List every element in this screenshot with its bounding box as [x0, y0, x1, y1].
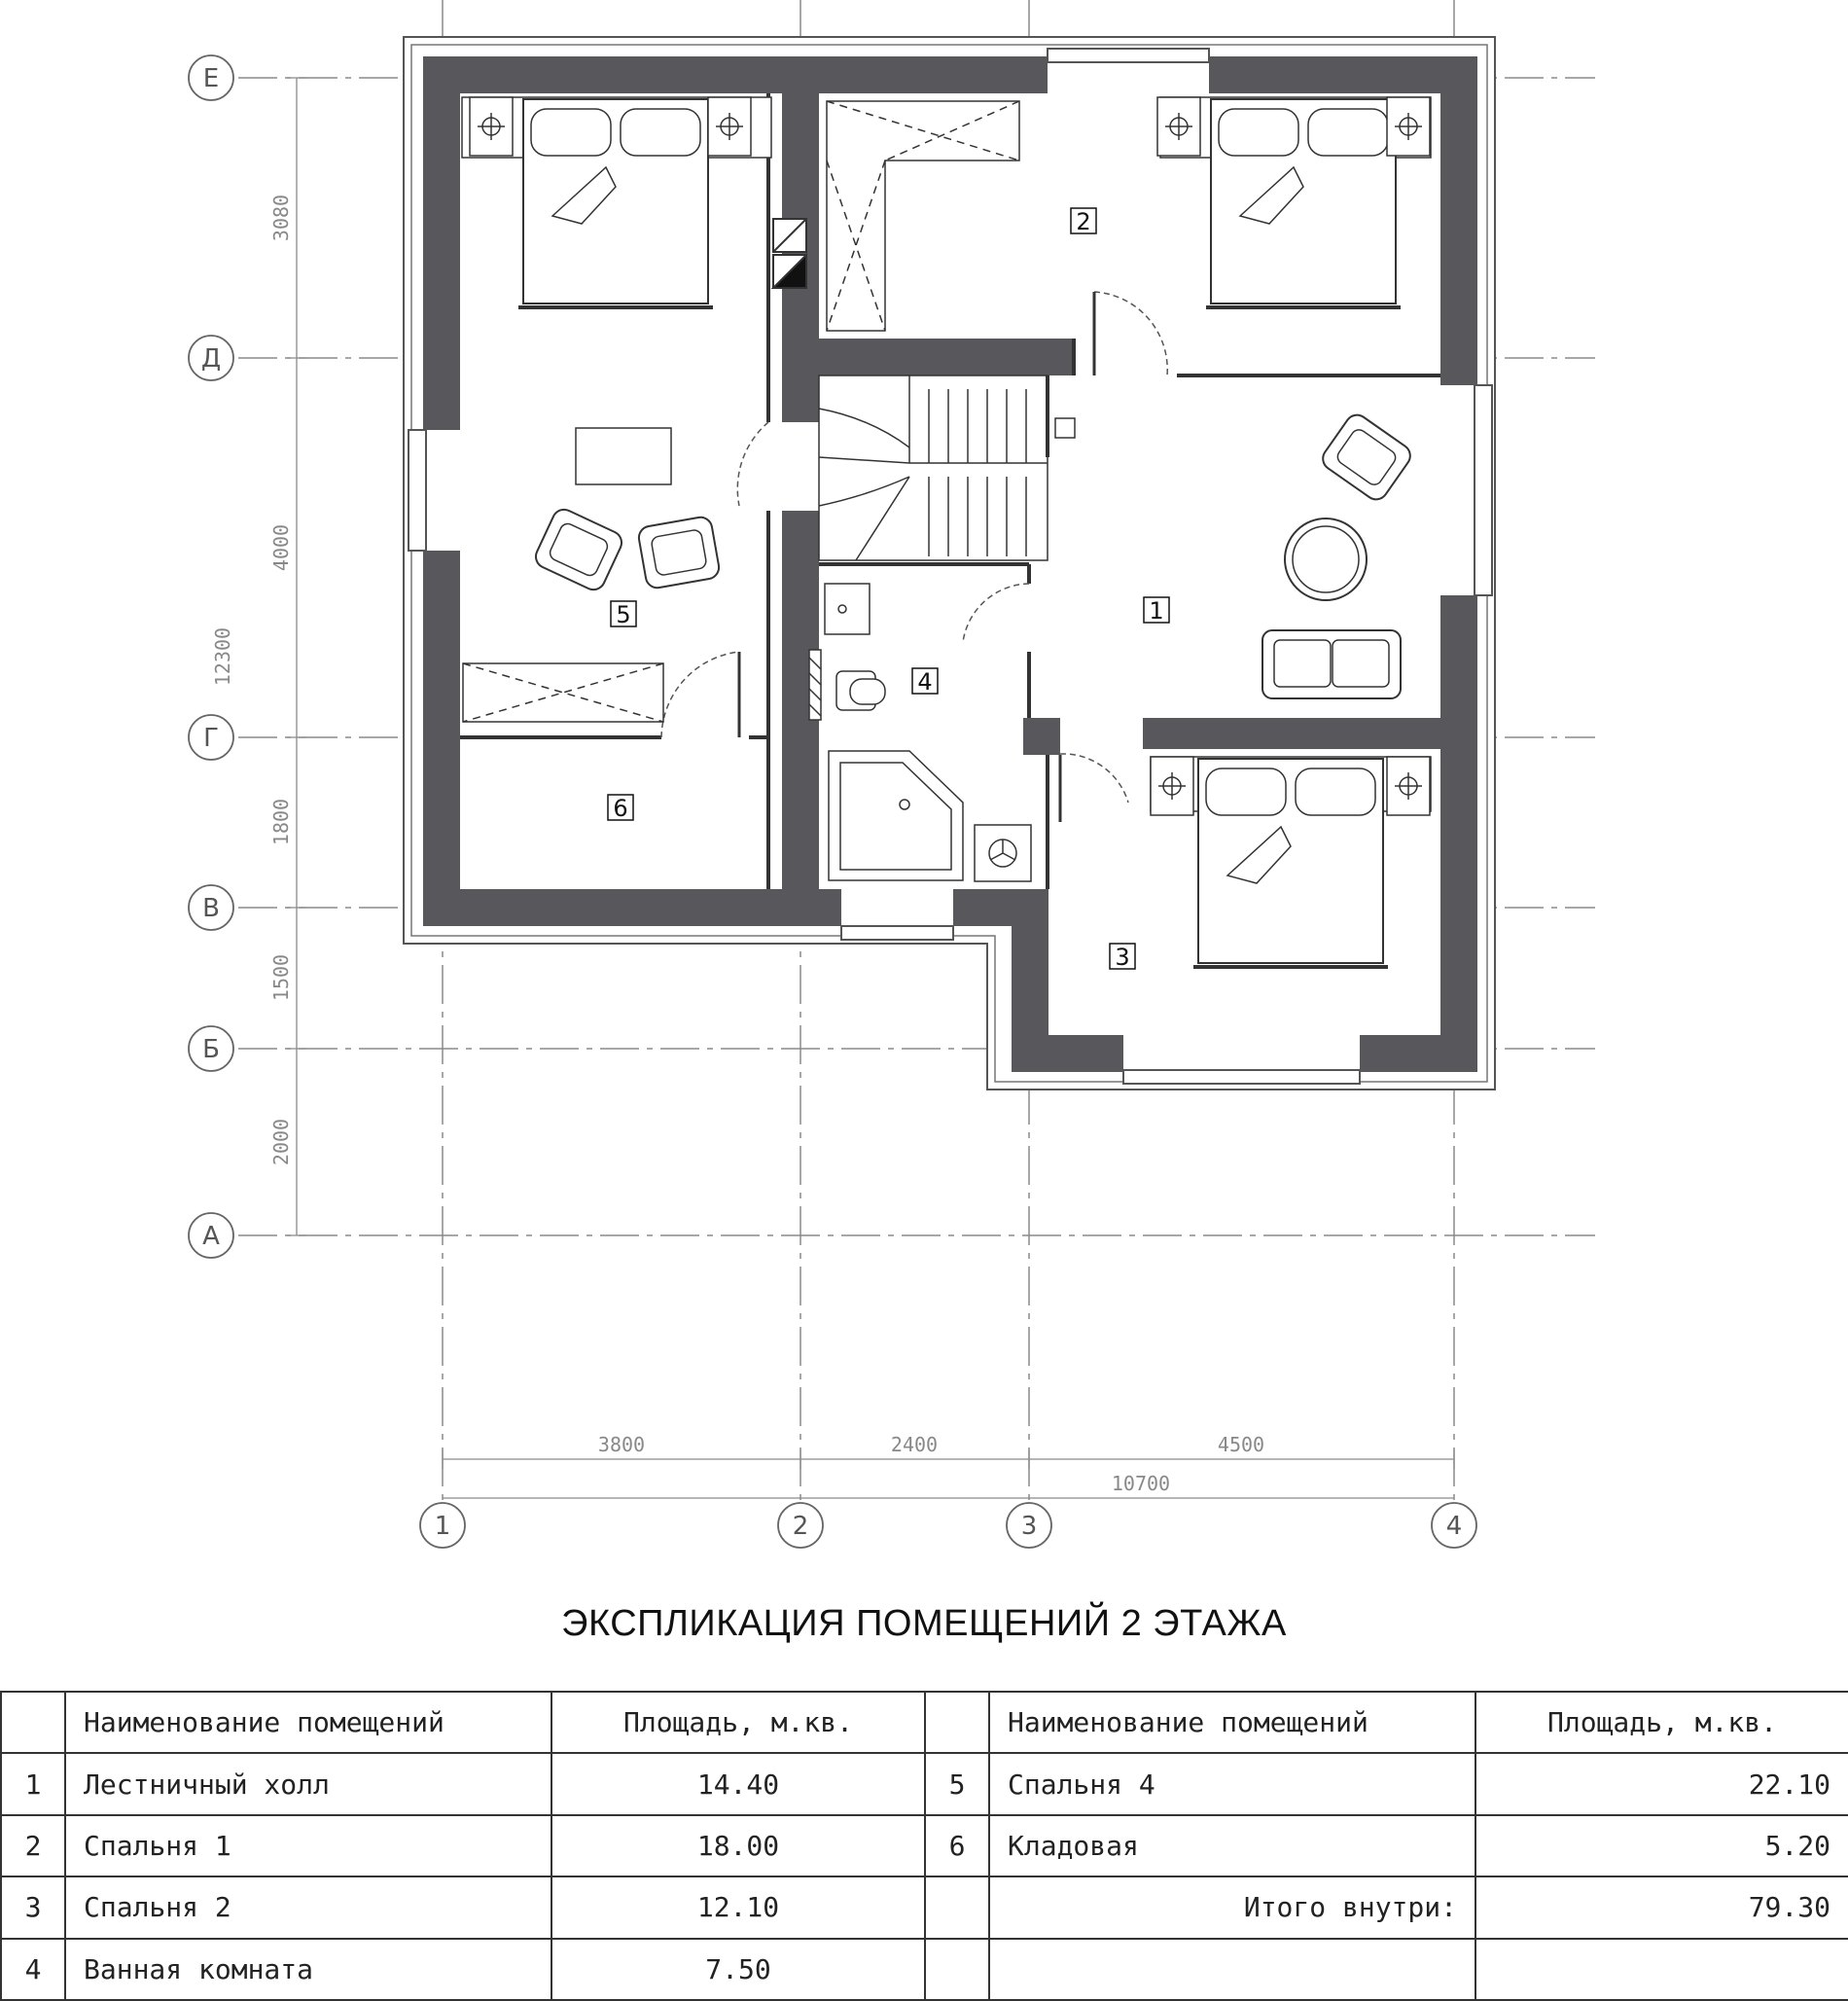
explication-title: ЭКСПЛИКАЦИЯ ПОМЕЩЕНИЙ 2 ЭТАЖА	[561, 1603, 1287, 1644]
svg-text:4000: 4000	[269, 523, 293, 572]
room-label-1	[1144, 597, 1169, 625]
svg-text:1: 1	[1149, 597, 1164, 625]
room-area: 22.10	[1475, 1753, 1848, 1814]
col-axis-1	[420, 1503, 465, 1548]
room-label-3	[1110, 944, 1135, 971]
room-number: 3	[1, 1876, 65, 1938]
svg-text:2400: 2400	[890, 1433, 939, 1456]
table-cell	[1475, 1939, 1848, 2000]
room-number: 1	[1, 1753, 65, 1814]
svg-text:4500: 4500	[1217, 1433, 1265, 1456]
room-name: Ванная комната	[65, 1939, 551, 2000]
svg-text:5: 5	[616, 601, 631, 628]
table-cell	[1, 1692, 65, 1753]
explication-table	[0, 1691, 1848, 2001]
total-value: 79.30	[1475, 1876, 1848, 1938]
svg-text:2: 2	[1076, 208, 1091, 235]
window-bottom-bath	[841, 926, 953, 940]
room-name: Лестничный холл	[65, 1753, 551, 1814]
horizontal-dimension-labels	[598, 1433, 1264, 1495]
row-axis-V	[189, 885, 233, 930]
svg-text:В: В	[202, 894, 220, 923]
svg-text:1: 1	[434, 1512, 451, 1541]
svg-text:2: 2	[792, 1512, 809, 1541]
svg-text:А: А	[202, 1222, 220, 1251]
svg-text:Б: Б	[202, 1035, 220, 1064]
row-axis-B	[189, 1026, 233, 1071]
column-header-area: Площадь, м.кв.	[551, 1692, 925, 1753]
svg-text:1800: 1800	[269, 798, 293, 846]
room-area: 12.10	[551, 1876, 925, 1938]
column-header-area: Площадь, м.кв.	[1475, 1692, 1848, 1753]
col-axis-3	[1007, 1503, 1051, 1548]
room-name: Спальня 2	[65, 1876, 551, 1938]
window-left	[409, 430, 426, 551]
window-right	[1475, 385, 1492, 595]
svg-text:3080: 3080	[269, 194, 293, 242]
total-label: Итого внутри:	[989, 1876, 1475, 1938]
room-number: 4	[1, 1939, 65, 2000]
svg-text:6: 6	[613, 795, 628, 822]
column-axis-markers	[420, 1503, 1476, 1548]
svg-text:Д: Д	[200, 344, 222, 374]
svg-text:4: 4	[1445, 1512, 1463, 1541]
row-axis-G	[189, 715, 233, 760]
room-label-6	[608, 795, 633, 822]
row-axis-D	[189, 336, 233, 380]
svg-text:10700: 10700	[1111, 1472, 1171, 1495]
room-area: 5.20	[1475, 1815, 1848, 1876]
room-name: Кладовая	[989, 1815, 1475, 1876]
room-area: 14.40	[551, 1753, 925, 1814]
svg-text:3800: 3800	[597, 1433, 646, 1456]
room-area: 7.50	[551, 1939, 925, 2000]
table-cell	[925, 1876, 989, 1938]
svg-text:4: 4	[917, 668, 933, 696]
room-number: 6	[925, 1815, 989, 1876]
svg-text:3: 3	[1020, 1512, 1038, 1541]
table-row	[1, 1815, 1848, 1876]
room-label-5	[611, 601, 636, 628]
room-name: Спальня 4	[989, 1753, 1475, 1814]
svg-text:12300: 12300	[211, 626, 234, 687]
window-bottom	[1123, 1070, 1360, 1084]
svg-text:3: 3	[1115, 944, 1130, 971]
room-number: 5	[925, 1753, 989, 1814]
horizontal-dimensions	[443, 1449, 1454, 1498]
room-name: Спальня 1	[65, 1815, 551, 1876]
room-label-4	[912, 668, 938, 696]
table-cell	[989, 1939, 1475, 2000]
svg-text:2000: 2000	[269, 1118, 293, 1166]
column-header-name: Наименование помещений	[989, 1692, 1475, 1753]
column-header-name: Наименование помещений	[65, 1692, 551, 1753]
table-row	[1, 1939, 1848, 2000]
table-header-row	[1, 1692, 1848, 1753]
room-area: 18.00	[551, 1815, 925, 1876]
vertical-dimensions	[287, 78, 306, 1235]
col-axis-2	[778, 1503, 823, 1548]
room-number: 2	[1, 1815, 65, 1876]
col-axis-4	[1432, 1503, 1476, 1548]
room-label-2	[1071, 208, 1096, 235]
table-row	[1, 1753, 1848, 1814]
table-cell	[925, 1692, 989, 1753]
table-row	[1, 1876, 1848, 1938]
svg-text:1500: 1500	[269, 953, 293, 1002]
table-cell	[925, 1939, 989, 2000]
svg-text:Г: Г	[203, 724, 219, 753]
row-axis-E	[189, 55, 233, 100]
window-top	[1048, 49, 1209, 62]
svg-text:Е: Е	[202, 64, 220, 93]
row-axis-A	[189, 1213, 233, 1258]
